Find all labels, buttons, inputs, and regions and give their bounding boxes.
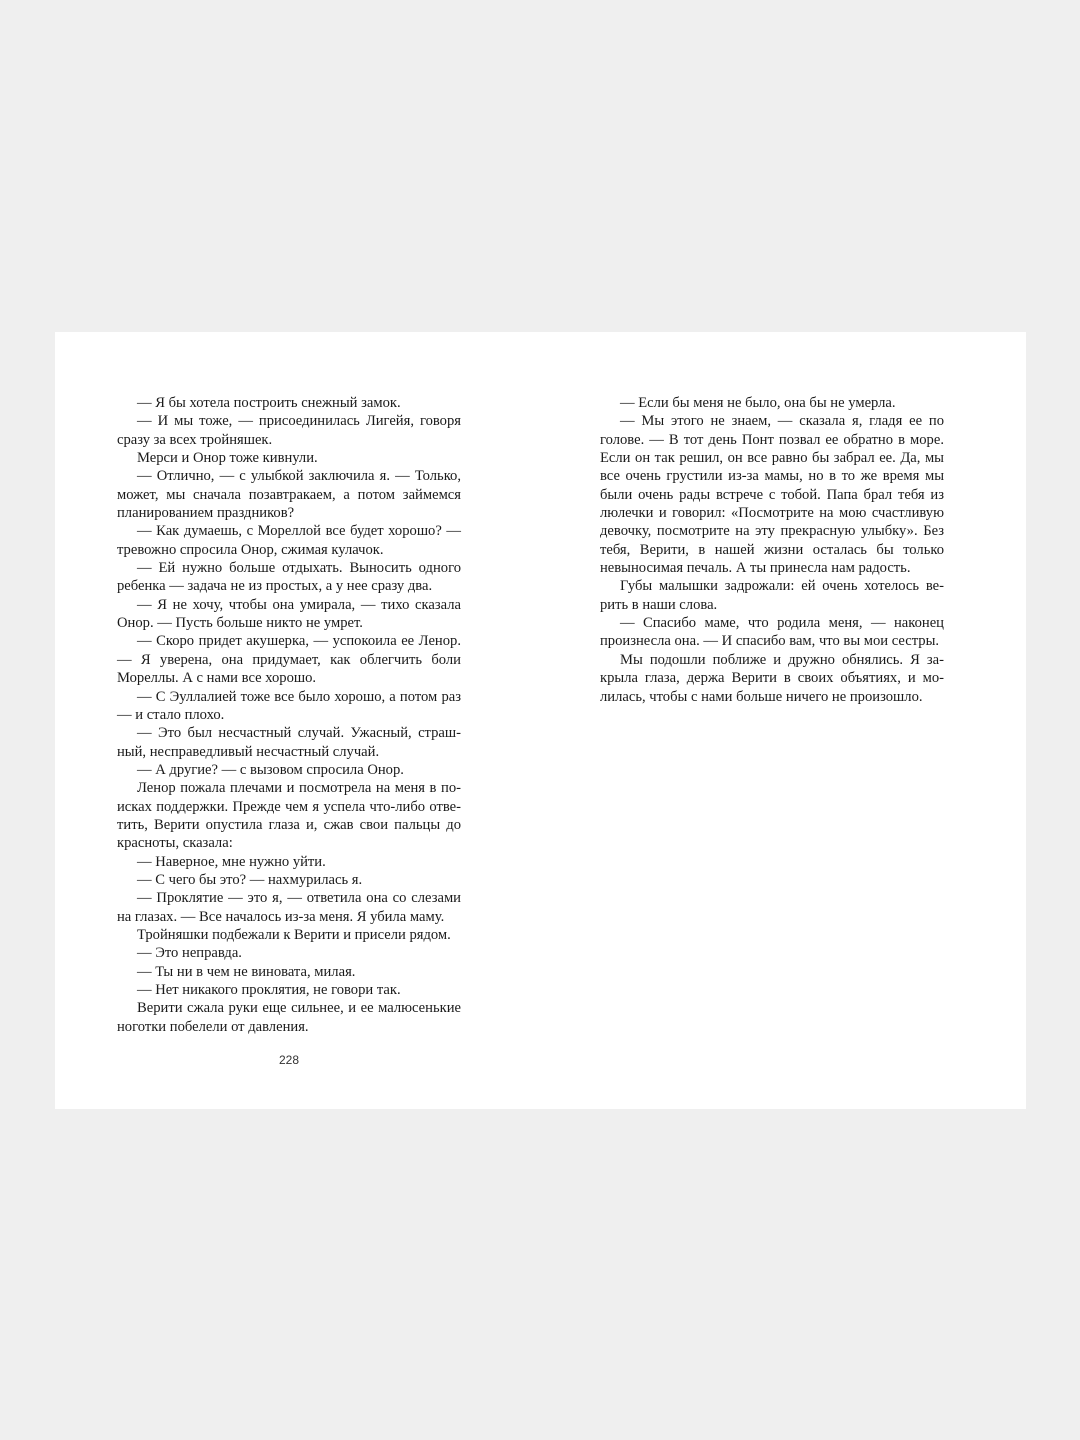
left-page [117, 394, 461, 1036]
paragraph: — С Эуллалией тоже все было хорошо, а потом раз — и стало плохо. [117, 688, 461, 723]
paragraph: — Отлично, — с улыбкой заключила я. — Только, может, мы сначала позавтракаем, а потом займемся планированием праздников? [117, 468, 461, 522]
paragraph: Верити сжала руки еще сильнее, и ее малюсенькие ноготки побелели от давления. [117, 1000, 461, 1035]
paragraph: — Скоро придет акушерка, — успокоила ее Ленор. — Я уверена, она придумает, как облегчить боли Мореллы. А с нами все хорошо. [117, 633, 461, 687]
paragraph: — Это неправда. [137, 945, 242, 962]
paragraph: Мерси и Онор тоже кивнули. [137, 450, 318, 467]
paragraph: — Я не хочу, чтобы она умирала, — тихо сказала Онор. — Пусть больше никто не умрет. [117, 596, 461, 632]
page-number: 228 [278, 1053, 300, 1067]
paragraph: — Если бы меня не было, она бы не умерла. [620, 395, 896, 411]
paragraph: — Ты ни в чем не виновата, милая. [137, 963, 356, 980]
paragraph: — А другие? — с вызовом спросила Онор. [137, 761, 404, 778]
paragraph: Губы малышки задрожали: ей очень хотелось верить в наши слова. [600, 578, 944, 613]
paragraph: Тройняшки подбежали к Верити и присели рядом. [137, 926, 451, 943]
paragraph: — Проклятие — это я, — ответила она со слезами на глазах. — Все началось из-за меня. Я убила маму. [117, 890, 461, 925]
paragraph: — Наверное, мне нужно уйти. [137, 853, 326, 870]
paragraph: — С чего бы это? — нахмурилась я. [137, 871, 363, 888]
paragraph: — Мы этого не знаем, — сказала я, гладя ее по голове. — В тот день Понт позвал ее обратно в море. Если он так решил, он все равно бы забрал ее. Да, мы все очень грустили из-за мамы, но в то же время мы были очень рады встрече с тобой. Папа брал тебя из люлечки и говорил: «Посмотрите на мою счастливую девочку, посмотрите на эту прекрасную улыбку». Без тебя, Верити, в нашей жизни осталась бы только невыносимая печаль. А ты принесла нам радость. [600, 413, 944, 577]
right-page [600, 394, 944, 706]
paragraph: — Нет никакого проклятия, не говори так. [137, 982, 401, 998]
paragraph: — Ей нужно больше отдыхать. Выносить одного ребенка — задача не из простых, а у нее сразу два. [117, 560, 461, 595]
paragraph: Мы подошли поближе и дружно обнялись. Я закрыла глаза, держа Верити в своих объятиях, и молилась, чтобы с нами больше ничего не произошло. [600, 651, 944, 705]
paragraph: — Как думаешь, с Мореллой все будет хорошо? — тревожно спросила Онор, сжимая кулачок. [117, 523, 461, 558]
paragraph: Ленор пожала плечами и посмотрела на меня в поисках поддержки. Прежде чем я успела что-либо ответить, Верити опустила глаза и, сжав свои пальцы до красноты, сказала: [117, 780, 461, 852]
paragraph: — Это был несчастный случай. Ужасный, страшный, несправедливый несчастный случай. [117, 725, 461, 760]
paragraph: — И мы тоже, — присоединилась Лигейя, говоря сразу за всех тройняшек. [117, 413, 461, 448]
paragraph: — Спасибо маме, что родила меня, — наконец произнесла она. — И спасибо вам, что вы мои сестры. [600, 615, 944, 650]
book-spread [55, 332, 1026, 1109]
paragraph: — Я бы хотела построить снежный замок. [137, 395, 401, 411]
